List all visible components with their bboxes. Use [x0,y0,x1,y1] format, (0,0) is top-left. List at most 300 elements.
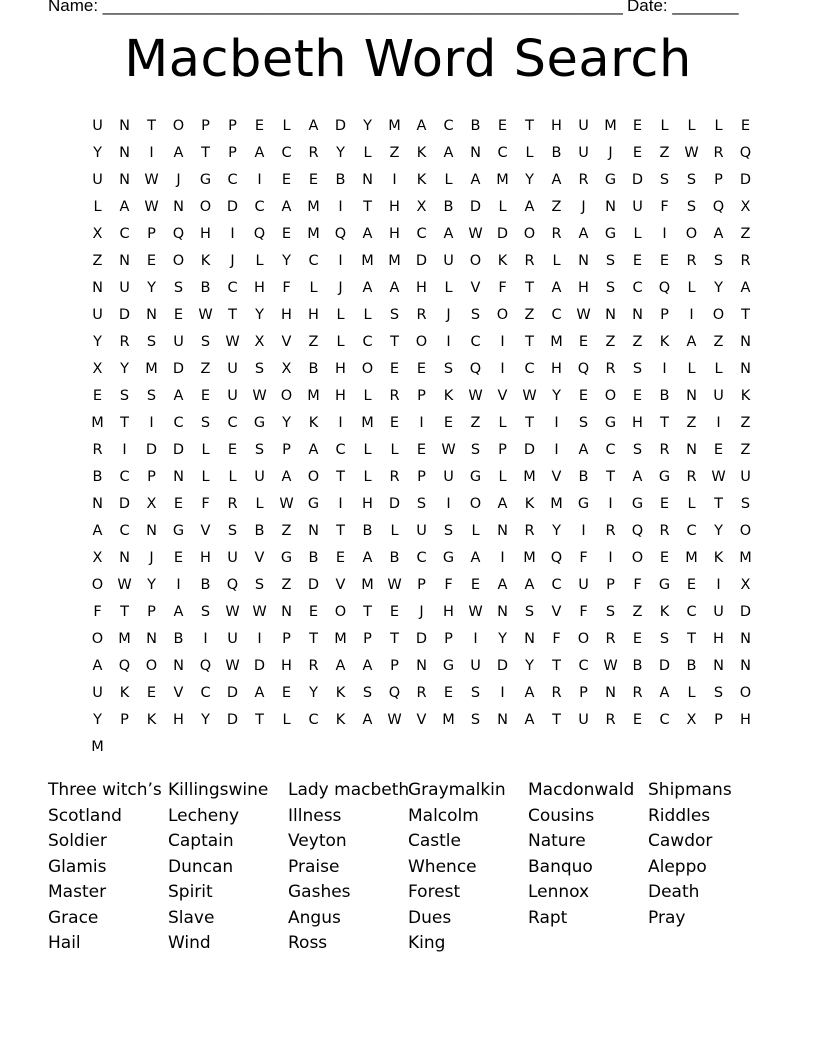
grid-cell: R [686,252,697,269]
grid-cell: L [309,279,318,296]
grid-cell: S [524,603,535,620]
grid-cell: Z [551,198,562,215]
grid-cell: U [713,603,724,620]
grid-cell: N [686,441,697,458]
grid-cell: K [416,171,427,188]
grid-cell: R [605,630,616,647]
grid-cell: C [443,117,454,134]
grid-cell: V [416,711,427,728]
grid-cell: G [280,549,293,566]
grid-cell: I [338,414,343,431]
grid-cell: I [176,576,181,593]
word-bank-item: Spirit [168,882,213,902]
grid-cell: Z [713,333,724,350]
grid-cell: H [200,549,211,566]
grid-cell: S [740,495,751,512]
grid-cell: N [146,630,157,647]
grid-cell: R [632,684,643,701]
grid-cell: R [416,306,427,323]
grid-cell: K [659,333,670,350]
grid-cell: R [92,441,103,458]
grid-cell: K [200,252,211,269]
grid-cell: S [254,441,265,458]
grid-cell: V [200,522,211,539]
word-bank-item: Aleppo [648,856,707,877]
grid-cell: T [228,306,237,323]
grid-cell: Q [253,225,266,242]
word-bank-item: Forest [408,882,461,902]
grid-cell: E [632,252,643,269]
grid-cell: E [578,333,589,350]
grid-cell: L [363,306,372,323]
grid-cell: U [92,306,103,323]
grid-cell: F [579,603,588,620]
grid-cell: H [632,414,643,431]
grid-cell: A [92,657,103,674]
grid-cell: T [390,630,399,647]
grid-cell: N [497,522,508,539]
word-bank-item: Glamis [48,856,107,877]
grid-cell: H [362,495,373,512]
grid-cell: W [441,441,456,458]
grid-cell: C [605,441,616,458]
grid-cell: R [389,387,400,404]
grid-cell: C [281,144,292,161]
grid-cell: A [578,441,589,458]
grid-cell: I [149,414,154,431]
grid-cell: S [632,360,643,377]
grid-cell: O [334,603,347,620]
grid-cell: M [388,252,401,269]
grid-cell: Y [93,333,102,350]
grid-cell: G [199,171,212,188]
grid-cell: T [336,522,345,539]
grid-cell: S [173,279,184,296]
word-bank-item: Illness [288,805,342,826]
grid-cell: D [118,495,131,512]
word-bank-item: Veyton [288,831,347,851]
grid-cell: J [149,549,154,566]
grid-cell: O [469,252,482,269]
grid-cell: X [686,711,697,728]
grid-cell: H [713,630,724,647]
word-bank-item: Cawdor [648,831,713,851]
grid-cell: L [714,360,723,377]
grid-cell: N [740,360,751,377]
grid-cell: G [604,225,617,242]
grid-cell: Z [470,414,481,431]
grid-cell: E [659,549,670,566]
grid-cell: U [227,549,238,566]
grid-cell: D [334,117,347,134]
grid-cell: E [173,306,184,323]
grid-cell: E [173,495,184,512]
grid-cell: R [659,441,670,458]
grid-cell: M [523,549,536,566]
grid-cell: R [605,522,616,539]
grid-cell: H [416,279,427,296]
grid-cell: L [687,117,696,134]
grid-cell: C [524,360,535,377]
grid-cell: N [146,306,157,323]
grid-cell: E [281,684,292,701]
grid-cell: V [254,549,265,566]
grid-cell: C [200,684,211,701]
grid-cell: G [631,495,644,512]
grid-cell: A [389,279,400,296]
grid-cell: P [363,630,372,647]
grid-cell: Z [605,333,616,350]
grid-cell: R [389,468,400,485]
grid-cell: N [92,279,103,296]
grid-cell: P [417,387,426,404]
grid-cell: H [551,360,562,377]
grid-cell: P [120,711,129,728]
word-bank-item: Castle [408,831,461,851]
grid-cell: E [254,117,265,134]
grid-cell: N [578,252,589,269]
grid-cell: B [578,468,589,485]
grid-cell: S [686,171,697,188]
grid-cell: A [497,576,508,593]
grid-cell: B [659,387,670,404]
grid-cell: L [93,198,102,215]
word-bank-item: Grace [48,907,99,928]
grid-cell: C [227,414,238,431]
grid-cell: K [308,414,319,431]
grid-cell: V [173,684,184,701]
grid-cell: C [335,441,346,458]
grid-cell: I [338,198,343,215]
grid-cell: S [605,279,616,296]
grid-cell: H [281,306,292,323]
grid-cell: V [497,387,508,404]
grid-cell: A [524,576,535,593]
grid-cell: P [714,171,723,188]
grid-cell: S [659,171,670,188]
grid-cell: H [389,198,400,215]
grid-cell: L [498,414,507,431]
grid-cell: M [118,630,131,647]
grid-cell: D [172,360,185,377]
word-bank-item: Macdonwald [528,780,635,800]
grid-cell: S [659,630,670,647]
grid-cell: F [498,279,507,296]
grid-cell: T [390,333,399,350]
grid-cell: L [498,198,507,215]
grid-cell: O [199,198,212,215]
grid-cell: L [687,360,696,377]
grid-cell: A [443,225,454,242]
grid-cell: L [633,225,642,242]
grid-cell: T [660,414,669,431]
grid-cell: R [605,711,616,728]
grid-cell: H [200,225,211,242]
grid-cell: E [659,495,670,512]
grid-cell: R [686,468,697,485]
grid-cell: I [257,171,262,188]
word-bank-item: Whence [408,856,477,877]
grid-cell: I [500,684,505,701]
word-bank-item [648,931,768,957]
grid-cell: P [282,441,291,458]
grid-cell: D [307,576,320,593]
grid-cell: T [552,711,561,728]
word-bank-item [528,931,648,957]
grid-cell: K [659,603,670,620]
grid-cell: D [523,441,536,458]
grid-cell: P [660,306,669,323]
grid-cell: I [446,333,451,350]
grid-cell: I [554,441,559,458]
grid-cell: I [554,414,559,431]
grid-cell: R [605,360,616,377]
grid-cell: D [496,657,509,674]
grid-cell: R [308,144,319,161]
grid-cell: L [282,117,291,134]
grid-cell: J [608,144,613,161]
grid-cell: W [711,468,726,485]
grid-cell: K [335,684,346,701]
grid-cell: G [604,414,617,431]
grid-cell: T [363,603,372,620]
grid-cell: X [92,360,103,377]
grid-cell: R [119,333,130,350]
grid-cell: Z [740,225,751,242]
grid-cell: P [579,684,588,701]
word-bank-item: Scotland [48,805,122,826]
grid-cell: P [147,225,156,242]
grid-cell: O [523,225,536,242]
grid-cell: A [551,171,562,188]
grid-cell: S [713,252,724,269]
grid-cell: A [578,225,589,242]
grid-cell: N [524,630,535,647]
grid-cell: S [443,360,454,377]
grid-cell: G [172,522,185,539]
grid-cell: A [632,468,643,485]
grid-cell: I [689,306,694,323]
grid-cell: K [713,549,724,566]
grid-cell: Q [631,522,644,539]
grid-cell: B [308,549,319,566]
grid-cell: Z [686,414,697,431]
word-bank-item: Banquo [528,856,593,877]
grid-cell: G [442,657,455,674]
grid-cell: L [201,441,210,458]
word-bank-item: Graymalkin [408,780,506,800]
grid-cell: L [390,441,399,458]
grid-cell: T [525,414,534,431]
grid-cell: S [254,576,265,593]
grid-cell: O [172,252,185,269]
grid-cell: W [387,576,402,593]
grid-cell: C [551,306,562,323]
grid-cell: I [662,225,667,242]
grid-cell: Z [389,144,400,161]
grid-cell: K [524,495,535,512]
grid-cell: P [444,630,453,647]
grid-cell: U [632,198,643,215]
grid-cell: I [473,630,478,647]
grid-cell: O [307,468,320,485]
grid-cell: Q [199,657,212,674]
grid-cell: B [470,117,481,134]
grid-cell: V [470,279,481,296]
grid-cell: U [254,468,265,485]
grid-cell: L [228,468,237,485]
grid-cell: A [335,657,346,674]
word-bank-item: Captain [168,831,234,851]
grid-cell: Y [120,360,129,377]
grid-cell: L [255,252,264,269]
grid-cell: L [714,117,723,134]
grid-cell: R [713,144,724,161]
grid-cell: T [255,711,264,728]
word-bank-item: Duncan [168,856,234,877]
grid-cell: D [496,225,509,242]
grid-cell: N [119,171,130,188]
grid-cell: A [92,522,103,539]
grid-cell: O [577,630,590,647]
grid-cell: A [524,198,535,215]
word-bank-item: Nature [528,831,586,851]
grid-cell: D [631,171,644,188]
grid-cell: I [608,495,613,512]
grid-cell: U [173,333,184,350]
grid-cell: Z [200,360,211,377]
grid-cell: S [605,603,616,620]
grid-cell: Y [255,306,264,323]
grid-cell: W [225,603,240,620]
grid-cell: O [361,360,374,377]
grid-cell: Z [659,144,670,161]
grid-cell: A [524,711,535,728]
word-bank-item: Hail [48,933,81,953]
grid-cell: Y [309,684,318,701]
grid-cell: D [739,171,752,188]
grid-cell: R [524,522,535,539]
grid-cell: Y [525,171,534,188]
grid-cell: E [92,387,103,404]
grid-cell: V [551,603,562,620]
grid-cell: B [686,657,697,674]
grid-cell: T [552,657,561,674]
grid-cell: A [470,171,481,188]
grid-cell: K [740,387,751,404]
grid-cell: Z [632,333,643,350]
grid-cell: I [203,630,208,647]
grid-cell: E [416,441,427,458]
word-bank-item: Ross [288,933,328,953]
grid-cell: C [497,144,508,161]
grid-cell: Q [550,549,563,566]
grid-cell: D [226,198,239,215]
grid-cell: T [525,117,534,134]
grid-cell: M [739,549,752,566]
grid-cell: S [470,441,481,458]
grid-cell: A [740,279,751,296]
grid-cell: Q [739,144,752,161]
grid-cell: F [552,630,561,647]
grid-cell: O [91,576,104,593]
grid-cell: M [442,711,455,728]
grid-cell: M [604,117,617,134]
grid-cell: U [578,117,589,134]
grid-cell: W [684,144,699,161]
letter-grid [84,112,759,760]
grid-cell: C [119,468,130,485]
grid-cell: W [252,387,267,404]
word-bank-item: Dues [408,907,452,928]
grid-cell: X [92,549,103,566]
word-bank-item: Master [48,882,107,902]
grid-cell: N [740,333,751,350]
grid-cell: N [173,657,184,674]
grid-cell: B [551,144,562,161]
grid-cell: W [576,306,591,323]
grid-cell: J [581,198,586,215]
grid-cell: H [443,603,454,620]
grid-cell: R [659,522,670,539]
grid-cell: U [227,630,238,647]
grid-cell: I [149,144,154,161]
grid-cell: O [604,387,617,404]
grid-cell: Z [281,576,292,593]
grid-cell: U [443,252,454,269]
grid-cell: E [227,441,238,458]
grid-cell: E [308,171,319,188]
grid-cell: E [281,171,292,188]
grid-cell: E [389,414,400,431]
grid-cell: I [230,225,235,242]
grid-cell: N [416,657,427,674]
grid-cell: J [176,171,181,188]
grid-cell: I [338,252,343,269]
grid-cell: A [308,441,319,458]
grid-cell: U [92,117,103,134]
word-bank-item: Praise [288,856,340,877]
grid-cell: M [307,225,320,242]
grid-cell: W [198,306,213,323]
grid-cell: A [659,684,670,701]
grid-cell: O [685,225,698,242]
grid-cell: Z [281,522,292,539]
grid-cell: Z [92,252,103,269]
grid-cell: H [740,711,751,728]
grid-cell: C [227,279,238,296]
grid-cell: I [392,171,397,188]
grid-cell: N [92,495,103,512]
grid-cell: K [497,252,508,269]
grid-cell: L [444,279,453,296]
grid-cell: L [363,441,372,458]
word-bank [48,778,768,957]
grid-cell: M [361,252,374,269]
word-bank-item: Lecheny [168,805,240,826]
grid-cell: R [551,225,562,242]
grid-cell: B [92,468,103,485]
grid-cell: W [522,387,537,404]
word-bank-item: Shipmans [648,780,732,800]
grid-cell: C [659,711,670,728]
grid-cell: D [658,657,671,674]
grid-cell: S [605,252,616,269]
grid-cell: U [578,144,589,161]
grid-cell: L [363,468,372,485]
grid-cell: C [632,279,643,296]
grid-cell: P [201,117,210,134]
